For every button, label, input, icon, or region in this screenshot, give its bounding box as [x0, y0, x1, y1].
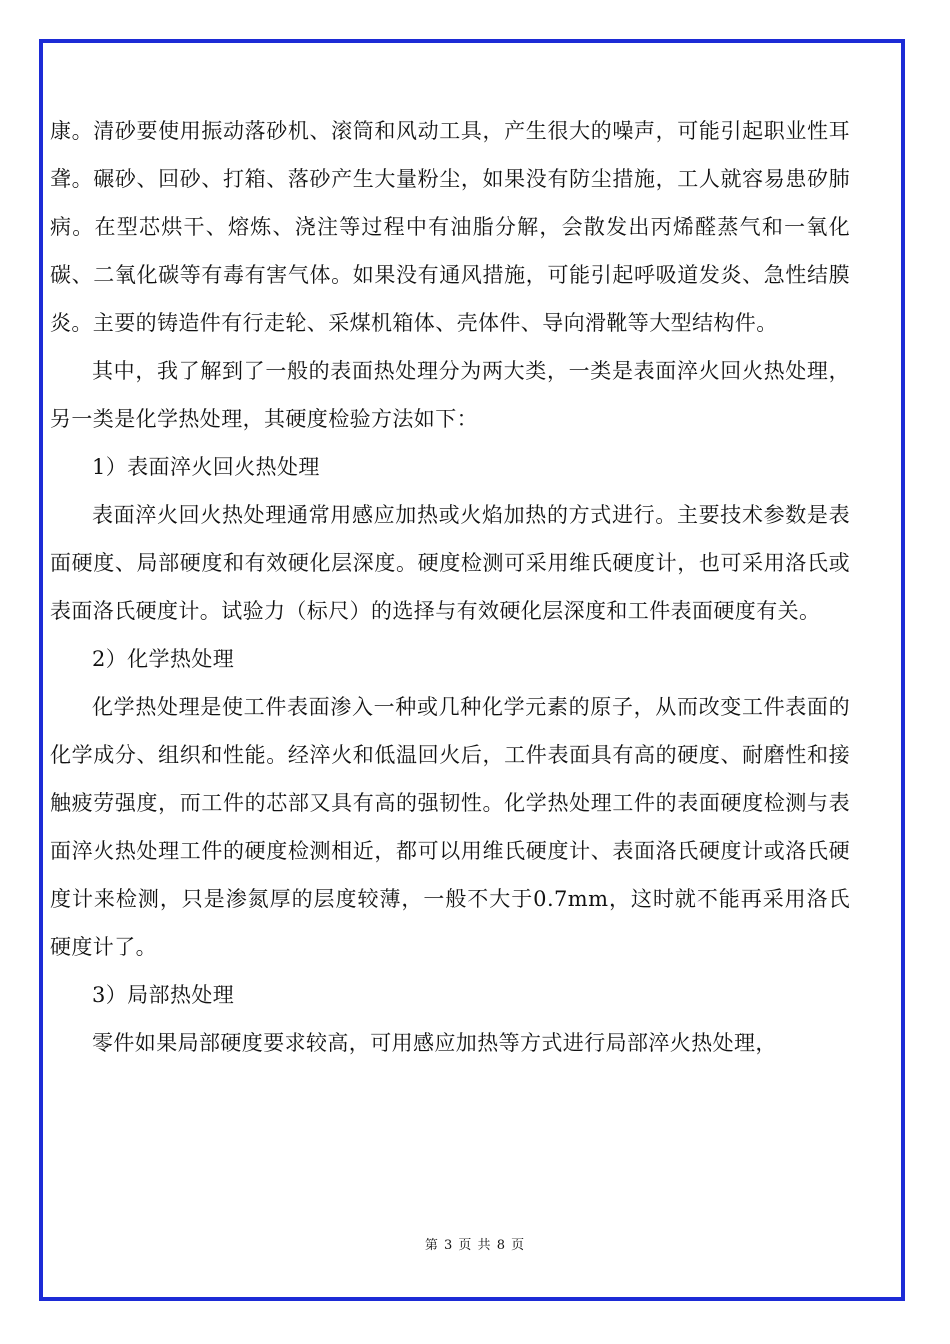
page-footer: 第 3 页 共 8 页 [424, 1238, 526, 1253]
document-body [50, 107, 850, 1067]
paragraph-section-2: 化学热处理是使工件表面渗入一种或几种化学元素的原子，从而改变工件表面的化学成分、组织和性能。经淬火和低温回火后，工件表面具有高的硬度、耐磨性和接触疲劳强度，而工件的芯部又具有高的强韧性。化学热处理工件的表面硬度检测与表面淬火热处理工件的硬度检测相近，都可以用维氏硬度计、表面洛氏硬度计或洛氏硬度计来检测，只是渗氮厚的层度较薄，一般不大于0.7mm，这时就不能再采用洛氏硬度计了。 [50, 695, 850, 959]
paragraph-section-3: 零件如果局部硬度要求较高，可用感应加热等方式进行局部淬火热处理， [92, 1031, 777, 1055]
paragraph-continuation: 康。清砂要使用振动落砂机、滚筒和风动工具，产生很大的噪声，可能引起职业性耳聋。碾砂、回砂、打箱、落砂产生大量粉尘，如果没有防尘措施，工人就容易患矽肺病。在型芯烘干、熔炼、浇注等过程中有油脂分解，会散发出丙烯醛蒸气和一氧化碳、二氧化碳等有毒有害气体。如果没有通风措施，可能引起呼吸道发炎、急性结膜炎。主要的铸造件有行走轮、采煤机箱体、壳体件、导向滑靴等大型结构件。 [50, 119, 850, 335]
section-heading-1: 1）表面淬火回火热处理 [92, 455, 320, 479]
section-heading-2: 2）化学热处理 [92, 647, 235, 671]
paragraph-section-1: 表面淬火回火热处理通常用感应加热或火焰加热的方式进行。主要技术参数是表面硬度、局部硬度和有效硬化层深度。硬度检测可采用维氏硬度计，也可采用洛氏或表面洛氏硬度计。试验力（标尺）的选择与有效硬化层深度和工件表面硬度有关。 [50, 503, 850, 623]
section-heading-3: 3）局部热处理 [92, 983, 235, 1007]
paragraph-intro: 其中，我了解到了一般的表面热处理分为两大类，一类是表面淬火回火热处理，另一类是化学热处理，其硬度检验方法如下： [50, 359, 850, 431]
